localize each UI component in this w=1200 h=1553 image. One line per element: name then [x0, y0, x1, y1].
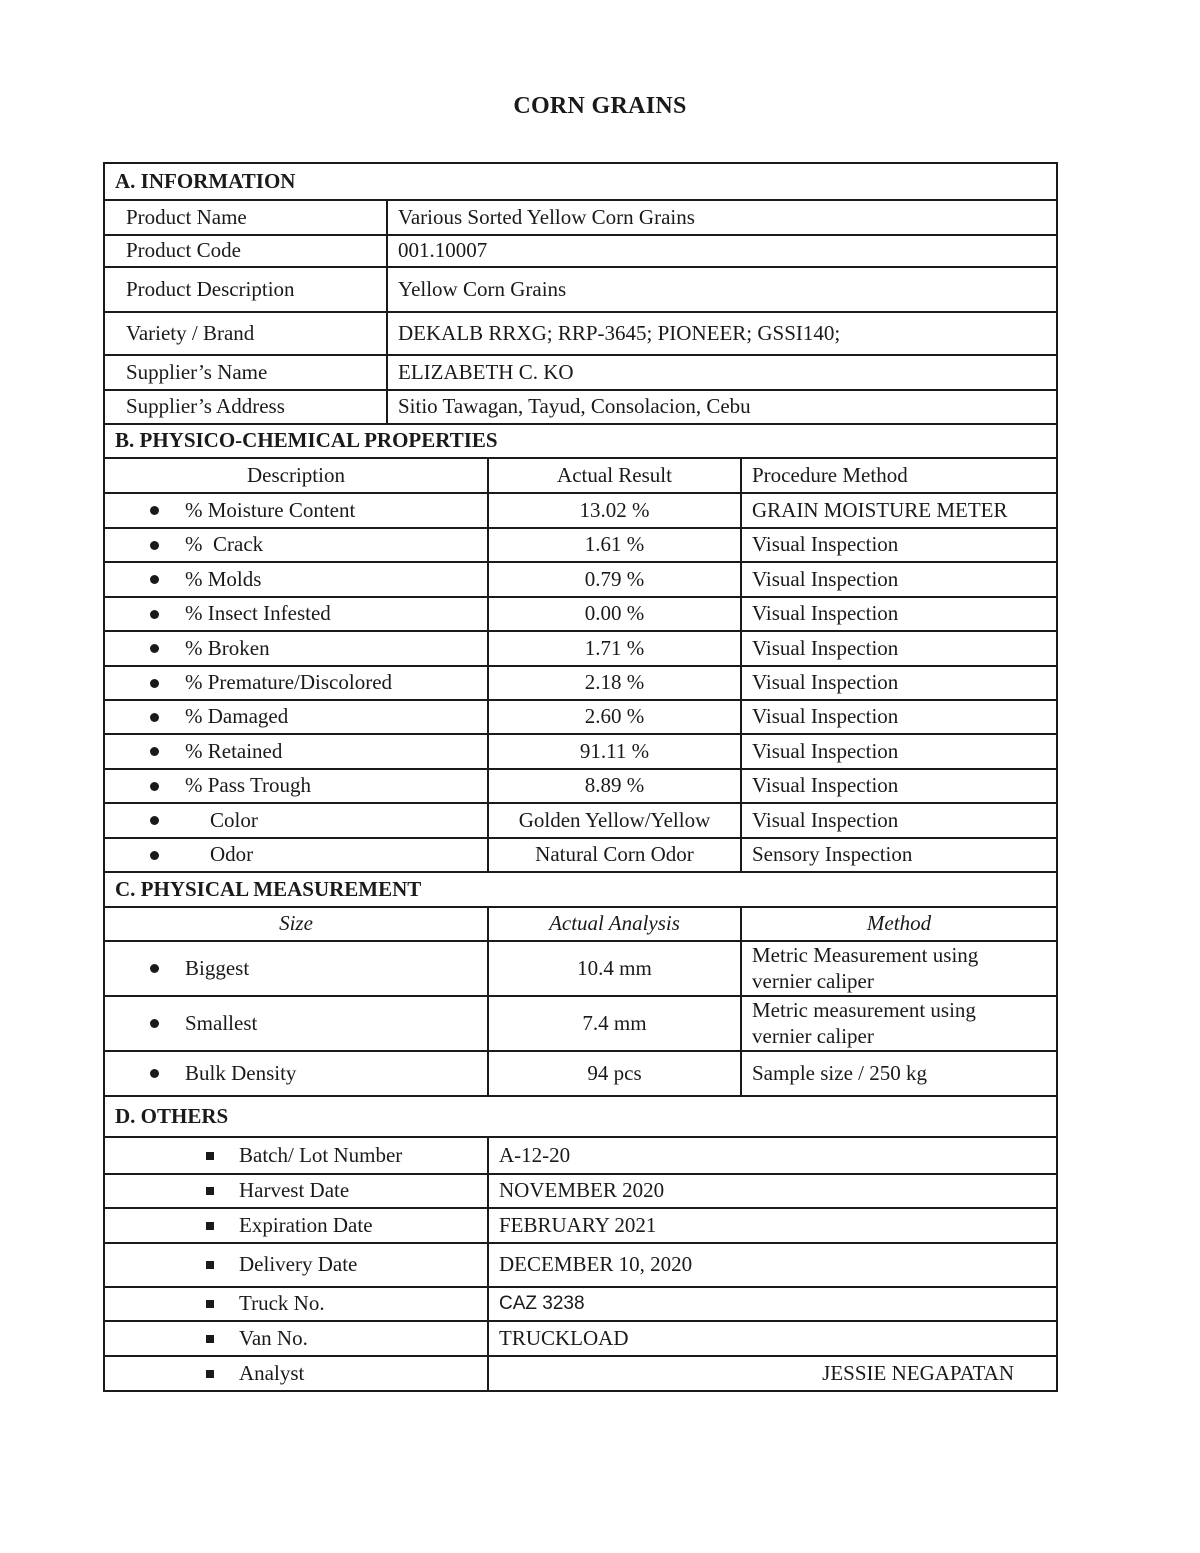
others-row [103, 1209, 1058, 1244]
measurement-row [103, 997, 1058, 1052]
column-header-description: Description [247, 462, 345, 487]
info-label: Product Description [126, 276, 295, 301]
measurement-analysis: 10.4 mm [487, 942, 740, 995]
section-c-title: C. PHYSICAL MEASUREMENT [115, 876, 422, 901]
bullet-square-icon [206, 1357, 214, 1390]
bullet-square-icon [206, 1138, 214, 1173]
column-header-method: Method [740, 908, 1056, 940]
property-result: 91.11 % [487, 735, 740, 768]
measurement-row [103, 1052, 1058, 1097]
others-value: CAZ 3238 [487, 1288, 585, 1320]
property-description: % Broken [185, 635, 270, 660]
property-row [103, 529, 1058, 563]
info-value: 001.10007 [386, 236, 487, 266]
others-row [103, 1138, 1058, 1175]
others-value: FEBRUARY 2021 [487, 1209, 656, 1242]
property-method: Visual Inspection [740, 770, 898, 802]
analyst-value: JESSIE NEGAPATAN [487, 1357, 1056, 1390]
others-value: NOVEMBER 2020 [487, 1175, 664, 1207]
info-label: Supplier’s Name [126, 359, 268, 384]
others-label: Analyst [239, 1360, 305, 1385]
bullet-square-icon [206, 1244, 214, 1286]
measurement-header-row [103, 908, 1058, 942]
section-a-title: A. INFORMATION [115, 168, 296, 193]
property-result: 0.00 % [487, 598, 740, 630]
info-value: Various Sorted Yellow Corn Grains [386, 201, 695, 234]
property-row [103, 494, 1058, 529]
bullet-dot-icon [150, 632, 159, 665]
measurement-row [103, 942, 1058, 997]
property-row [103, 735, 1058, 770]
column-header-size: Size [279, 911, 313, 936]
document-title: CORN GRAINS [513, 93, 687, 119]
bullet-dot-icon [150, 770, 159, 802]
bullet-dot-icon [150, 494, 159, 527]
property-row [103, 667, 1058, 701]
section-a-header [103, 162, 1058, 201]
bullet-dot-icon [150, 804, 159, 837]
property-row [103, 632, 1058, 667]
info-row [103, 391, 1058, 425]
info-label: Product Name [126, 204, 247, 229]
column-header-method: Procedure Method [740, 459, 908, 492]
bullet-dot-icon [150, 701, 159, 733]
property-method: Visual Inspection [740, 529, 898, 561]
property-description: Odor [210, 842, 254, 867]
section-c-header [103, 873, 1058, 908]
bullet-dot-icon [150, 667, 159, 699]
bullet-dot-icon [150, 839, 159, 871]
property-method: Visual Inspection [740, 804, 898, 837]
measurement-method: Sample size / 250 kg [740, 1052, 927, 1095]
others-label: Harvest Date [239, 1178, 350, 1203]
properties-header-row [103, 459, 1058, 494]
info-value: Yellow Corn Grains [386, 268, 566, 311]
info-row [103, 201, 1058, 236]
info-value: DEKALB RRXG; RRP-3645; PIONEER; GSSI140; [386, 313, 840, 354]
property-result: 1.61 % [487, 529, 740, 561]
property-result: 2.60 % [487, 701, 740, 733]
bullet-dot-icon [150, 1052, 159, 1095]
property-method: Visual Inspection [740, 735, 898, 768]
property-description: % Insect Infested [185, 601, 331, 626]
property-method: Visual Inspection [740, 667, 898, 699]
bullet-dot-icon [150, 529, 159, 561]
section-b-title: B. PHYSICO-CHEMICAL PROPERTIES [115, 428, 498, 453]
others-value: A-12-20 [487, 1138, 570, 1173]
bullet-dot-icon [150, 563, 159, 596]
info-row [103, 313, 1058, 356]
section-b-header [103, 425, 1058, 459]
others-row [103, 1357, 1058, 1392]
others-row [103, 1175, 1058, 1209]
column-header-result: Actual Result [487, 459, 740, 492]
info-value: Sitio Tawagan, Tayud, Consolacion, Cebu [386, 391, 751, 423]
info-row [103, 236, 1058, 268]
others-label: Truck No. [239, 1291, 325, 1316]
measurement-size: Biggest [185, 955, 250, 980]
others-label: Expiration Date [239, 1212, 373, 1237]
property-description: % Damaged [185, 704, 289, 729]
others-label: Delivery Date [239, 1252, 358, 1277]
info-row [103, 268, 1058, 313]
others-label: Van No. [239, 1325, 308, 1350]
property-description: % Crack [185, 532, 264, 557]
info-label: Variety / Brand [126, 320, 255, 345]
property-method: Visual Inspection [740, 563, 898, 596]
others-value: TRUCKLOAD [487, 1322, 629, 1355]
property-row [103, 701, 1058, 735]
property-method: Visual Inspection [740, 632, 898, 665]
property-description: % Premature/Discolored [185, 670, 393, 695]
property-row [103, 598, 1058, 632]
property-row [103, 839, 1058, 873]
bullet-dot-icon [150, 735, 159, 768]
property-result: 2.18 % [487, 667, 740, 699]
property-description: % Molds [185, 566, 262, 591]
measurement-analysis: 94 pcs [487, 1052, 740, 1095]
info-label: Product Code [126, 238, 241, 263]
others-label: Batch/ Lot Number [239, 1142, 403, 1167]
info-label: Supplier’s Address [126, 394, 285, 419]
property-description: Color [210, 807, 258, 832]
property-method: GRAIN MOISTURE METER [740, 494, 1008, 527]
property-result: 0.79 % [487, 563, 740, 596]
measurement-size: Bulk Density [185, 1060, 297, 1085]
corn-grains-sheet [103, 162, 1058, 1392]
bullet-dot-icon [150, 598, 159, 630]
property-row [103, 770, 1058, 804]
property-description: % Pass Trough [185, 773, 312, 798]
property-row [103, 563, 1058, 598]
section-d-header [103, 1097, 1058, 1138]
property-description: % Retained [185, 738, 283, 763]
property-method: Visual Inspection [740, 701, 898, 733]
property-method: Sensory Inspection [740, 839, 912, 871]
measurement-size: Smallest [185, 1010, 258, 1035]
measurement-method: Metric Measurement using vernier caliper [740, 942, 1056, 995]
bullet-square-icon [206, 1288, 214, 1320]
section-d-title: D. OTHERS [115, 1103, 229, 1128]
property-result: 8.89 % [487, 770, 740, 802]
property-result: Golden Yellow/Yellow [487, 804, 740, 837]
info-value: ELIZABETH C. KO [386, 356, 574, 389]
bullet-dot-icon [150, 997, 159, 1050]
others-row [103, 1244, 1058, 1288]
info-row [103, 356, 1058, 391]
bullet-dot-icon [150, 942, 159, 995]
bullet-square-icon [206, 1209, 214, 1242]
property-row [103, 804, 1058, 839]
property-method: Visual Inspection [740, 598, 898, 630]
property-result: 1.71 % [487, 632, 740, 665]
measurement-analysis: 7.4 mm [487, 997, 740, 1050]
property-description: % Moisture Content [185, 497, 356, 522]
column-header-analysis: Actual Analysis [487, 908, 740, 940]
measurement-method: Metric measurement using vernier caliper [740, 997, 1056, 1050]
bullet-square-icon [206, 1175, 214, 1207]
others-value: DECEMBER 10, 2020 [487, 1244, 692, 1286]
property-result: Natural Corn Odor [487, 839, 740, 871]
others-row [103, 1288, 1058, 1322]
others-row [103, 1322, 1058, 1357]
property-result: 13.02 % [487, 494, 740, 527]
bullet-square-icon [206, 1322, 214, 1355]
